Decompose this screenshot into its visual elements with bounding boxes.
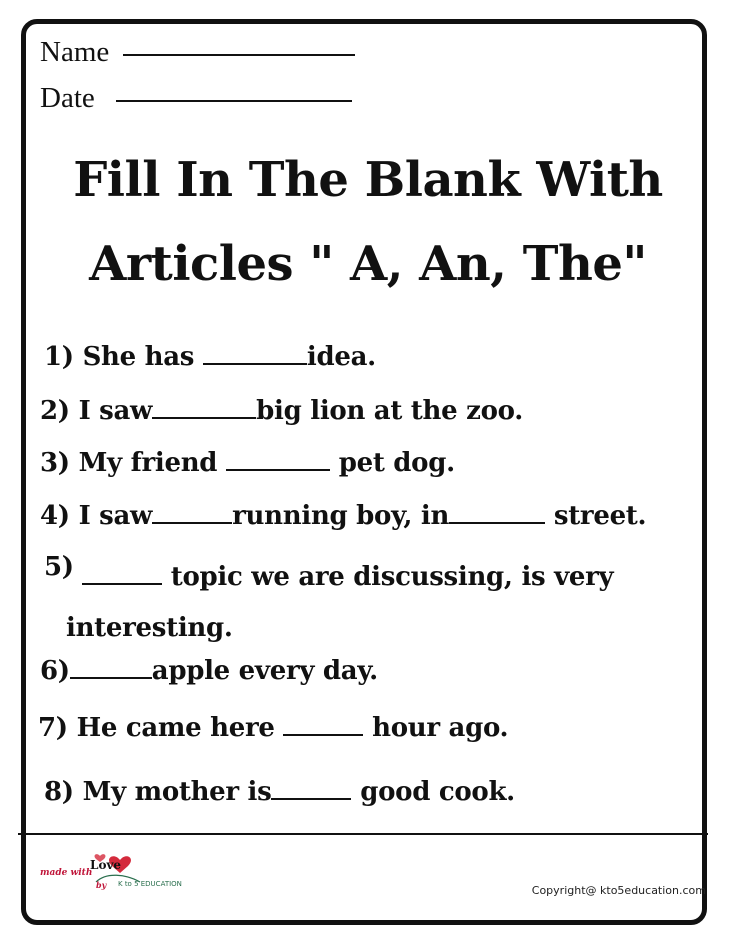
title-line-2: Articles " A, An, The"	[89, 236, 647, 292]
question-5	[82, 562, 613, 592]
question-text: pet dog.	[338, 448, 455, 478]
answer-blank[interactable]	[82, 563, 162, 585]
question-5-number	[44, 552, 74, 582]
footer-divider	[18, 833, 708, 835]
answer-blank[interactable]	[271, 778, 351, 800]
made-with-text: made with	[40, 868, 93, 878]
name-label: Name	[40, 36, 110, 68]
question-text: running boy, in	[232, 501, 450, 531]
answer-blank[interactable]	[226, 449, 330, 471]
question-number: 6)	[40, 656, 70, 686]
question-7	[38, 713, 508, 743]
love-text: Love	[90, 858, 122, 872]
date-label: Date	[40, 82, 95, 114]
question-6	[40, 656, 378, 686]
question-number: 8)	[44, 777, 74, 807]
question-text: idea.	[306, 342, 376, 372]
date-line[interactable]	[116, 99, 352, 102]
question-2	[40, 396, 523, 426]
answer-blank[interactable]	[70, 657, 152, 679]
question-text: topic we are discussing, is very	[170, 562, 614, 592]
question-number: 2)	[40, 396, 70, 426]
question-3	[40, 448, 455, 478]
answer-blank[interactable]	[283, 714, 363, 736]
copyright-text: Copyright@ kto5education.com	[531, 884, 706, 897]
date-field	[40, 82, 352, 115]
question-text: My mother is	[82, 777, 272, 807]
question-text: He came here	[76, 713, 275, 743]
page-title	[30, 138, 706, 306]
question-number: 7)	[38, 713, 68, 743]
question-text: big lion at the zoo.	[256, 396, 523, 426]
name-line[interactable]	[123, 53, 355, 56]
question-number: 1)	[44, 342, 74, 372]
question-text: apple every day.	[151, 656, 378, 686]
question-text: I saw	[78, 396, 153, 426]
question-text: street.	[553, 501, 647, 531]
by-text: by	[96, 880, 107, 890]
name-field	[40, 36, 355, 69]
answer-blank[interactable]	[152, 397, 256, 419]
question-text: good cook.	[360, 777, 515, 807]
question-1	[44, 342, 376, 372]
question-number: 4)	[40, 501, 70, 531]
question-4	[40, 501, 646, 531]
answer-blank[interactable]	[203, 343, 307, 365]
answer-blank[interactable]	[152, 502, 232, 524]
question-text: She has	[82, 342, 195, 372]
question-number: 3)	[40, 448, 70, 478]
title-line-1: Fill In The Blank With	[73, 152, 663, 208]
answer-blank[interactable]	[449, 502, 545, 524]
question-text: I saw	[78, 501, 153, 531]
question-5-continued	[66, 613, 233, 643]
question-text: interesting.	[66, 613, 233, 643]
question-number: 5)	[44, 552, 74, 582]
question-text: My friend	[78, 448, 218, 478]
brand-logo-text: K to 5 EDUCATION	[118, 880, 182, 888]
question-8	[44, 777, 515, 807]
question-text: hour ago.	[372, 713, 509, 743]
